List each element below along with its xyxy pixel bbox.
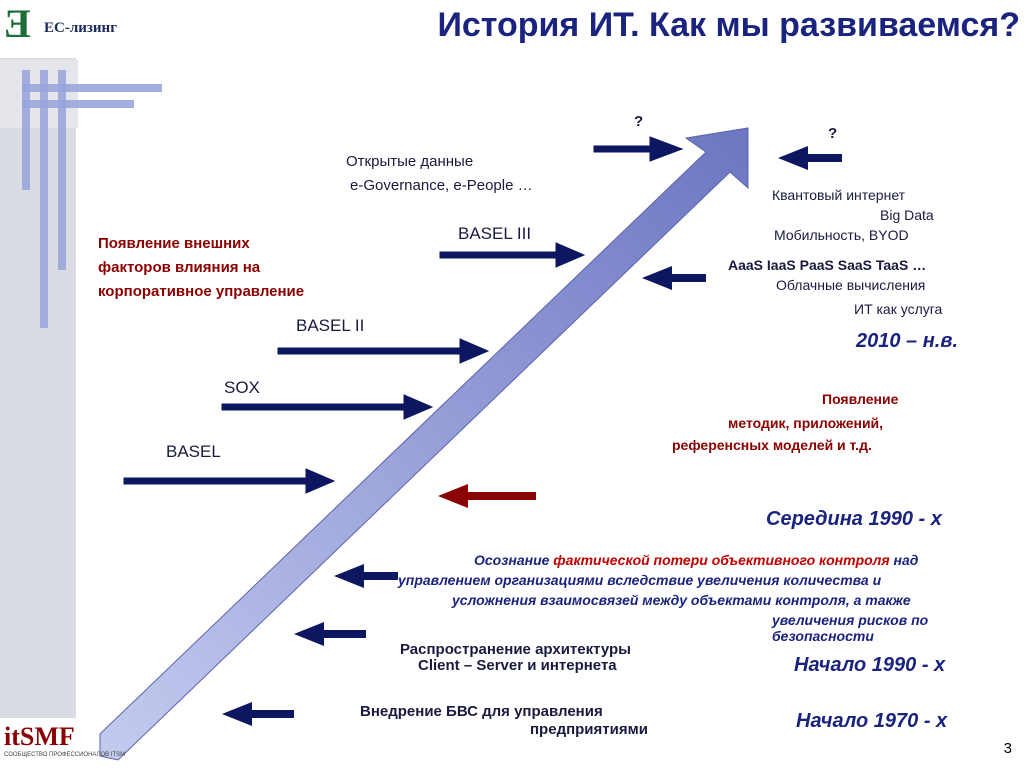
client-server-line2: Client – Server и интернета: [418, 657, 617, 674]
arrow-sox: [222, 395, 432, 419]
methods-line2: методик, приложений,: [728, 415, 884, 431]
bvs-line1: Внедрение БВС для управления: [360, 703, 603, 720]
big-data-label: Big Data: [880, 207, 934, 223]
methods-line3: референсных моделей и т.д.: [672, 437, 872, 453]
external-factors-line1: Появление внешних: [98, 235, 250, 252]
logo-mark-icon: Ǝ: [4, 1, 31, 46]
question-mark-right: ?: [828, 125, 838, 142]
arrow-quantum: [778, 146, 842, 170]
e-governance-label: e-Governance, e-People …: [350, 177, 533, 194]
mobility-label: Мобильность, BYOD: [774, 227, 909, 243]
client-server-line1: Распространение архитектуры: [400, 641, 631, 658]
open-data-label: Открытые данные: [346, 153, 474, 170]
external-factors-line3: корпоративное управление: [98, 283, 305, 300]
arrow-basel: [124, 469, 334, 493]
logo-text: ЕС-лизинг: [44, 20, 118, 36]
question-mark-left: ?: [634, 113, 644, 130]
basel2-label: BASEL II: [296, 316, 365, 335]
era-1970-label: Начало 1970 - х: [796, 710, 948, 732]
bvs-line2: предприятиями: [530, 721, 648, 738]
arrow-awareness: [334, 564, 398, 588]
itsmf-logo: itSMF СООБЩЕСТВО ПРОФЕССИОНАЛОВ ITSM: [4, 722, 126, 758]
external-factors-line2: факторов влияния на: [98, 259, 261, 276]
awareness-line3: усложнения взаимосвязей между объектами контроля, а также: [452, 592, 911, 608]
cloud-computing-label: Облачные вычисления: [776, 277, 926, 293]
awareness-line1: Осознание фактической потери объективного контроля над: [474, 552, 919, 568]
quantum-internet-label: Квантовый интернет: [772, 187, 906, 203]
page-number: 3: [1003, 740, 1012, 757]
arrow-bvs: [222, 702, 294, 726]
arrow-methods: [438, 484, 536, 508]
methods-line1: Появление: [822, 391, 899, 407]
arrow-cloud: [642, 266, 706, 290]
era-1990-label: Начало 1990 - х: [794, 654, 946, 676]
awareness-line2: управлением организациями вследствие увеличения количества и: [398, 572, 882, 588]
basel-label: BASEL: [166, 442, 221, 461]
arrow-basel3: [440, 243, 584, 267]
awareness-line4: увеличения рисков по безопасности: [772, 612, 929, 644]
era-mid-1990-label: Середина 1990 - х: [766, 508, 942, 530]
arrow-open-data: [594, 137, 682, 161]
sox-label: SOX: [224, 378, 260, 397]
arrow-client-server: [294, 622, 366, 646]
era-2010-label: 2010 – н.в.: [856, 330, 959, 352]
aaas-label: AaaS IaaS PaaS SaaS TaaS …: [728, 257, 927, 273]
it-as-service-label: ИТ как услуга: [854, 301, 943, 317]
basel3-label: BASEL III: [458, 224, 532, 243]
arrow-basel2: [278, 339, 488, 363]
slide-title: История ИТ. Как мы развиваемся?: [437, 6, 1020, 44]
